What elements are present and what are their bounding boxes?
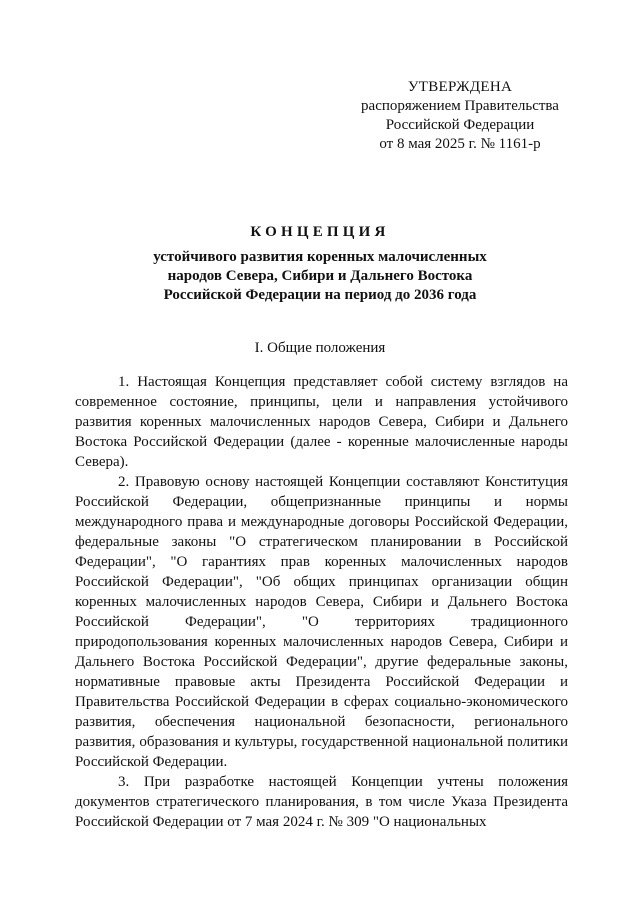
approval-stamp	[350, 78, 570, 154]
section-heading: I. Общие положения	[254, 340, 386, 356]
approval-line-1: распоряжением Правительства	[361, 98, 559, 114]
subtitle-line-3: Российской Федерации на период до 2036 года	[163, 287, 477, 303]
paragraph-3: 3. При разработке настоящей Концепции учтены положения документов стратегического планирования, в том числе Указа Президента Российской Федерации от 7 мая 2024 г. № 309 "О национальных	[75, 774, 568, 830]
paragraph-2: 2. Правовую основу настоящей Концепции составляют Конституция Российской Федерации, общепризнанные принципы и нормы международного права и международные договоры Российской Федерации, федеральные законы "О стратегическом планировании в Российской Федерации", "О гарантиях прав коренных малочисленных народов Российской Федерации", "Об общих принципах организации общин коренных малочисленных народов Севера, Сибири и Дальнего Востока Российской Федерации", "О территориях традиционного природопользования коренных малочисленных народов Севера, Сибири и Дальнего Востока Российской Федерации", другие федеральные законы, нормативные правовые акты Президента Российской Федерации и Правительства Российской Федерации в сферах социально-экономического развития, обеспечения национальной безопасности, регионального развития, образования и культуры, государственной национальной политики Российской Федерации.	[75, 474, 568, 770]
subtitle-line-2: народов Севера, Сибири и Дальнего Востока	[167, 268, 473, 284]
document-subtitle	[100, 248, 540, 305]
approval-title: УТВЕРЖДЕНА	[407, 79, 513, 95]
subtitle-line-1: устойчивого развития коренных малочисленных	[153, 249, 487, 265]
document-body	[75, 372, 568, 832]
document-title: КОНЦЕПЦИЯ	[250, 224, 390, 240]
approval-line-2: Российской Федерации	[385, 117, 535, 133]
paragraph-1: 1. Настоящая Концепция представляет собой систему взглядов на современное состояние, принципы, цели и направления устойчивого развития коренных малочисленных народов Севера, Сибири и Дальнего Востока Российской Федерации (далее - коренные малочисленные народы Севера).	[75, 374, 568, 470]
approval-line-3: от 8 мая 2025 г. № 1161-р	[379, 136, 541, 152]
